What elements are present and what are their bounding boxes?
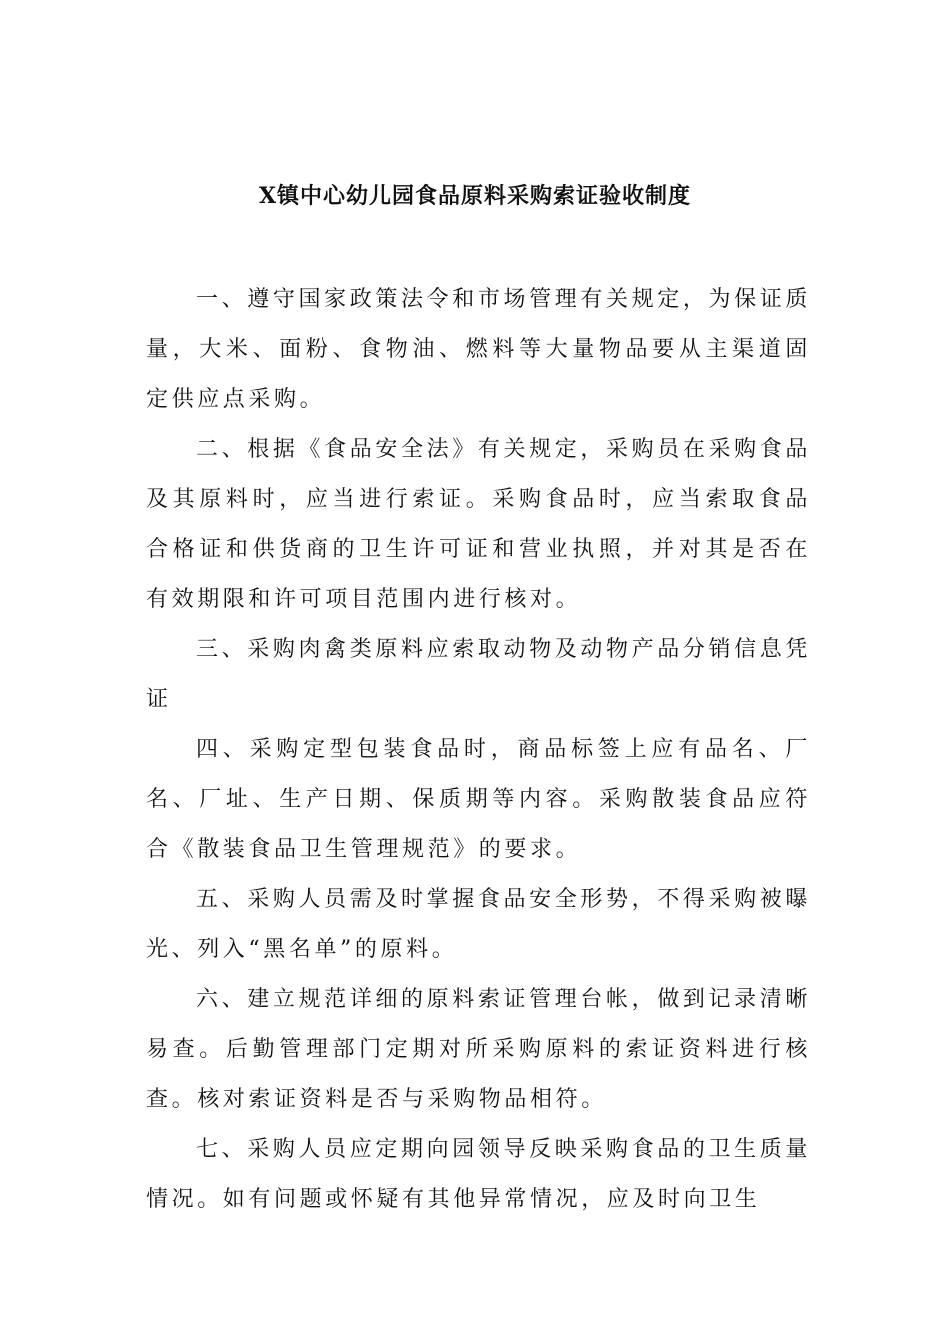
paragraph-1: 一、遵守国家政策法令和市场管理有关规定，为保证质量，大米、面粉、食物油、燃料等大量物品要从主渠道固定供应点采购。	[146, 287, 811, 412]
document-body	[146, 275, 811, 1225]
paragraph-4: 四、采购定型包装食品时，商品标签上应有品名、厂名、厂址、生产日期、保质期等内容。采购散装食品应符合《散装食品卫生管理规范》的要求。	[146, 737, 811, 862]
document-title: X镇中心幼儿园食品原料采购索证验收制度	[258, 182, 692, 209]
paragraph-3: 三、采购肉禽类原料应索取动物及动物产品分销信息凭证	[146, 637, 811, 712]
paragraph-5: 五、采购人员需及时掌握食品安全形势，不得采购被曝光、列入“黑名单”的原料。	[146, 887, 811, 962]
paragraph-2: 二、根据《食品安全法》有关规定，采购员在采购食品及其原料时，应当进行索证。采购食品时，应当索取食品合格证和供货商的卫生许可证和营业执照，并对其是否在有效期限和许可项目范围内进行核对。	[146, 437, 811, 612]
paragraph-6: 六、建立规范详细的原料索证管理台帐，做到记录清晰易查。后勤管理部门定期对所采购原料的索证资料进行核查。核对索证资料是否与采购物品相符。	[146, 987, 811, 1112]
paragraph-7: 七、采购人员应定期向园领导反映采购食品的卫生质量情况。如有问题或怀疑有其他异常情况，应及时向卫生	[146, 1137, 811, 1212]
